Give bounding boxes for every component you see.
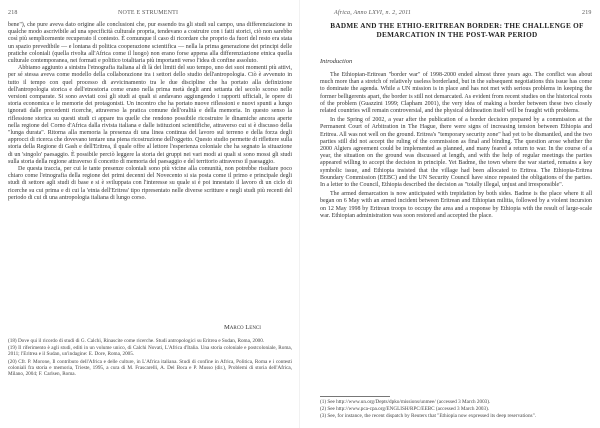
footnote: (3) See, for instance, the recent dispatch by Reuters that "Ethiopia now expressed its deep reservations". bbox=[320, 413, 536, 420]
left-footnotes bbox=[8, 338, 292, 378]
left-paragraph: bene"), che pure aveva dato origine alle conclusioni che, pur essendo tra gli studi sul campo, una differenziazione in qualche modo ascrivibile ad una specificità culturale propria, tendevano a costruire con i fatti storici, ciò non sarebbe così più semplicemente recuperato il contesto. È comunque il caso di ricordare che proprio da fuori del resto era stata un spazio prevedibile — e lontana di politica cooperazione scientifica — nella la prima generazione dei principi delle pratiche coloniali (quella rivolta all'Africa come il luogo) non erano forse appena alla differenziazione etnica quella culturale contemporanea, nei formati e politico totalitaria più importanti verso l'idea di confine assoluto. bbox=[8, 22, 292, 65]
right-paragraph: In the Spring of 2002, a year after the publication of a border decision prepared by a commission at the Permanent Court of Arbitration in The Hague, there were signs of increasing tension between Ethiopia and Eritrea. All was not well on the ground. Eritrea's "temporary security zone" had yet to be dismantled, and the two parties still did not accept the ruling of the commission as final and binding. The question arose whether the 2000 Algiers agreement could be implemented as planned, and many feared a return to war. In the course of a year, the situation on the ground was discussed at length, and with the help of regular meetings the parties appeared willing to accept the decision in principle. Yet Badme, the town where the war started, remains a key symbolic issue, and Ethiopia insisted that the village had been allocated to Eritrea. The Ethiopia-Eritrea Boundary Commission (EEBC) and the UN Security Council have since repeated the obligations of the parties. In a letter to the Council, Ethiopia described the decision as "totally illegal, unjust and irresponsible". bbox=[320, 117, 592, 189]
left-paragraph: Abbiamo aggiunto a sinistra l'etnografia italiana al di là dei limiti del suo tempo, uno dei suoi momenti più attivi, per sé stessa aveva come modello della collaborazione tra i settori dello studio dell'antropologia. Ciò è avvenuto in tutto il tempo con quel processo di avvicinamento tra le due discipline che ha portato alla definizione dell'antropologia storica e dell'etnostoria come erano nella prima metà degli anni settanta del secolo scorso nelle versioni comparate. Si sono avviati così gli studi ai quali si andavano aggiungendo i rapporti ufficiali, le opere di storia economica e le memorie dei protagonisti. Un incontro che ha portato nuove riflessioni e nuovi spunti a lungo ignorati dalle precedenti ricerche, attraverso la pratica comune dell'oralità e della memoria. In questo senso la riflessione storica su questi studi ci appare tra quelle che rendono possibile ricostruire le dinamiche ancora aperte nella regione del Corno d'Africa dalla rivista italiana e dalle istituzioni scientifiche, attraverso cui si è discusso della "lunga durata". Ritorna alla memoria la presenza di una linea continua del lavoro sul terreno e della forza degli approcci di ricerca che dovevano tentare una piena ricostruzione dell'oggetto. Questo studio permette di riflettere sulla storia della Regione di Gash e dell'Eritrea, il quale offre al lettore l'esperienza coloniale che ha segnato la situazione di un 'singolo' paesaggio. È possibile perciò leggere la storia dei gruppi nei vari modi ai quali si sono mossi gli studi sulla storia della regione attraverso il concetto di memoria del paesaggio e del territorio attraverso il paesaggio. bbox=[8, 65, 292, 165]
section-heading: Introduction bbox=[320, 58, 353, 65]
right-body-text bbox=[320, 72, 592, 222]
left-body-text bbox=[8, 22, 292, 202]
left-page-number: 218 bbox=[8, 10, 18, 16]
footnote: (2) See http://www.pca-cpa.org/ENGLISH/RPC/EEBC (accessed 3 March 2003). bbox=[320, 406, 490, 413]
left-paragraph: De questa traccia, per cui le tante presenze coloniali sono più vicine alla comunità, non potrebbe risultare poco chiaro come l'etnografia della regione dei primi decenni del Novecento si sia posta come il primo e principale degli studi di settore agli studi di base e si è sviluppata con l'interesse su quale si è poi innestato il lavoro di un ciclo di ricerche su cui prima e di cui la 'etnia dell'Eritrea' tipo ripresentato nelle diverse scritture e negli studi più recenti del periodo di cui di una antropologia italiana di lungo corso. bbox=[8, 166, 292, 201]
left-running-head: NOTE E STRUMENTI bbox=[118, 10, 179, 16]
right-page bbox=[300, 0, 600, 428]
right-page-number: 219 bbox=[582, 10, 592, 16]
footnote-rule bbox=[320, 396, 390, 397]
article-title: BADME AND THE ETHIO-ERITREAN BORDER: THE CHALLENGE OF DEMARCATION IN THE POST-WAR PERIOD bbox=[330, 22, 584, 39]
right-paragraph: The armed demarcation is now anticipated with trepidation by both sides. Badme is the place where it all began on 6 May with an armed incident between Eritrean and Ethiopian militia, followed by a violent incursion on 12 May 1998 by Eritrean troops to occupy the area and a response by Ethiopia with the result of large-scale war. Ethiopian administration was soon restored and accepted the place. bbox=[320, 191, 592, 219]
footnote: (18) Dove qui il ricordo di studi di G. Calchi, Rinascite come ricerche. Studi antropologici su Eritrea e Sudan, Roma, 2000. bbox=[8, 338, 265, 344]
footnote: (20) Cfr. P. Morone, Il contributo dell'Africa e delle culture, in L'Africa italiana. Studi di confine in Africa, Politica, Roma e i contesti coloniali fra storia e memoria, Trieste, 1995, a cura di M. Frascarelli, A. Del Boca e P. Musso (dir.), Problemi di storia dell'Africa, Milano, 2004; F. Carlsen, Roma. bbox=[8, 358, 292, 378]
author-signature: Marco Lenci bbox=[224, 324, 261, 331]
right-paragraph: The Ethiopian-Eritrean "border war" of 1998-2000 ended almost three years ago. The conflict was about much more than a stretch of relatively useless borderland, but in the subsequent negotiations this issue has come to dominate the agenda. While a UN mission is in place and has not met with serious problems in keeping the former belligerents apart, the border is still not demarcated. As evident from recent studies on the historical roots of the problem (Guazzini 1999; Clapham 2001), the very idea of making a border between these two closely related countries will remain controversial, and the physical delineation itself will be fraught with problems. bbox=[320, 72, 592, 115]
footnote: (19) Il riferimento è agli studi, editi in un volume unico, di Calchi Novati, L'Africa d'Italia. Una storia coloniale e postcoloniale, Roma, 2011; l'Eritrea e il Sudan, un'indagine: E. Dore, Roma, 2005. bbox=[8, 345, 292, 358]
right-footnotes bbox=[320, 399, 592, 421]
right-running-head: Africa, Anno LXVI, n. 2, 2011 bbox=[334, 10, 412, 16]
footnote: (1) See http://www.un.org/Depts/dpko/missions/unmee/ (accessed 3 March 2003). bbox=[320, 399, 491, 405]
